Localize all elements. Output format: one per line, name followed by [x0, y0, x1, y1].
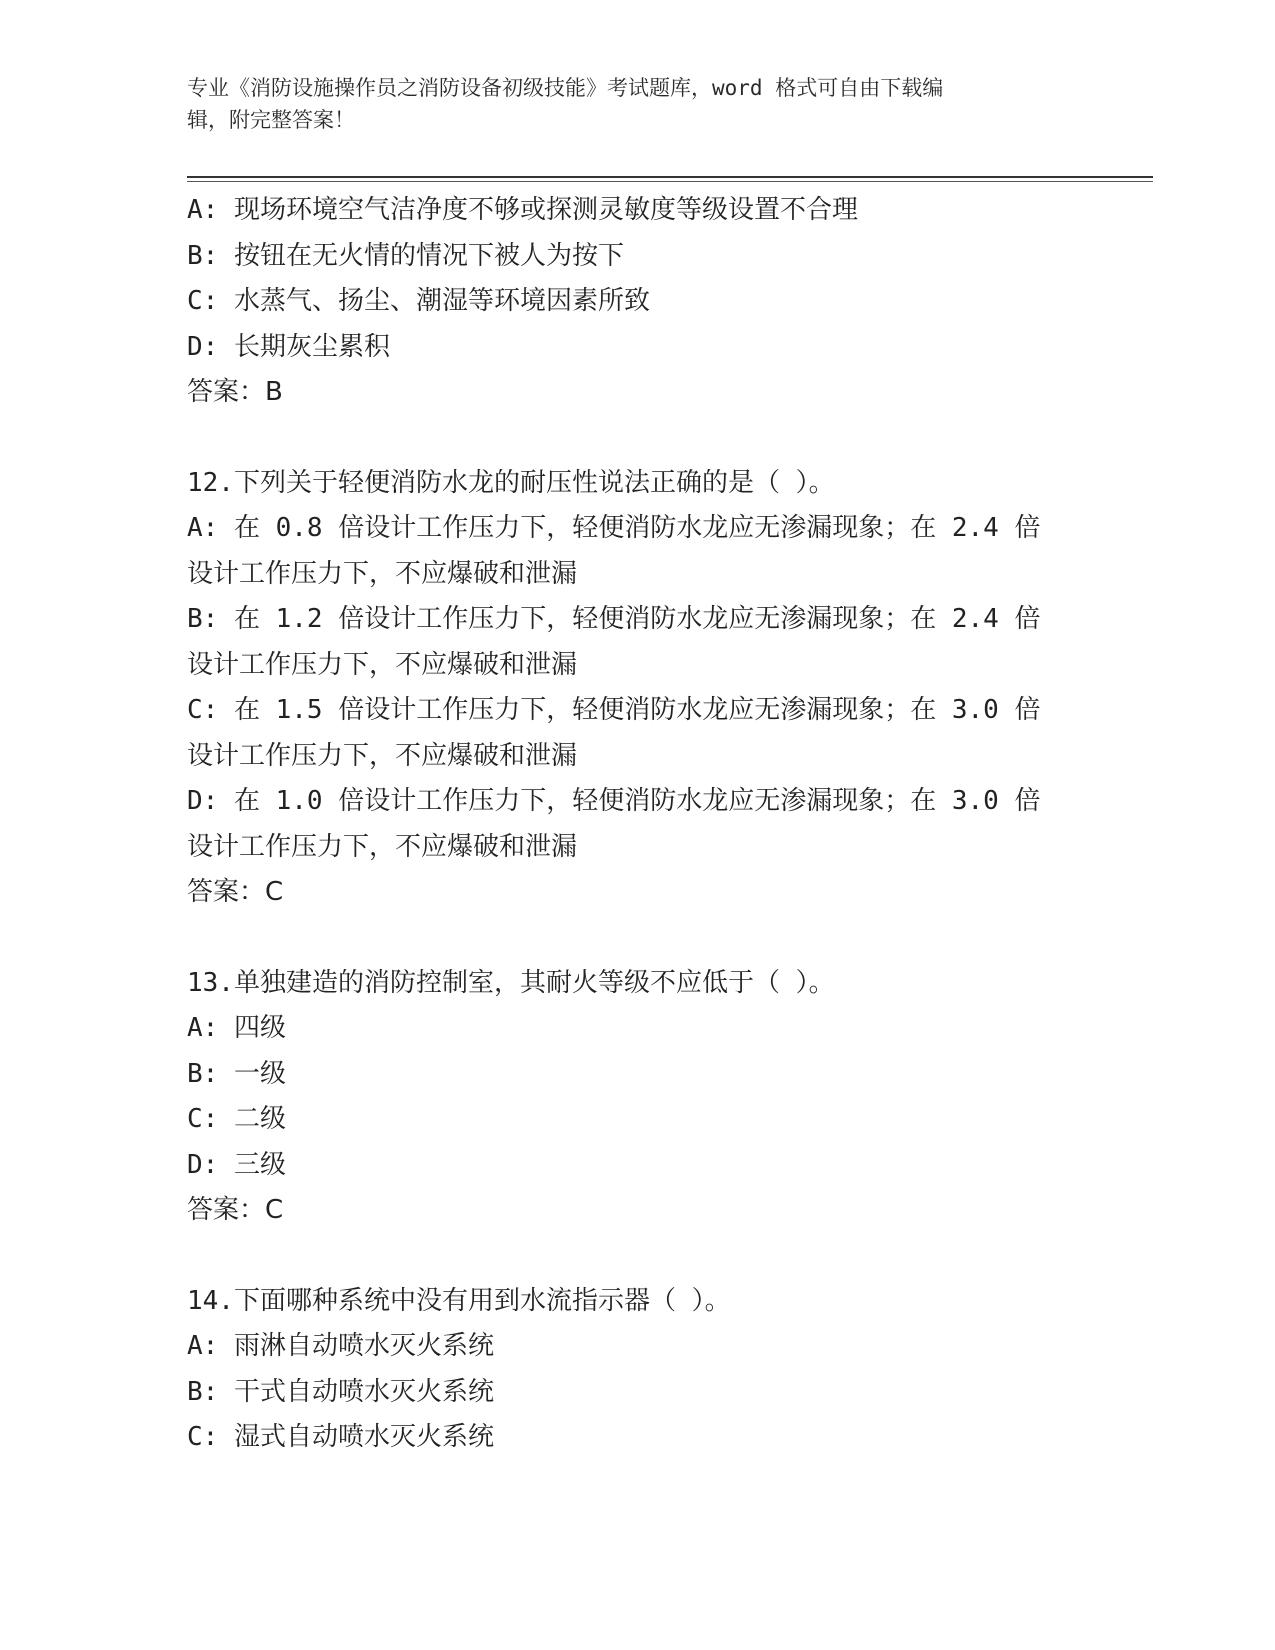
option-d: D: 长期灰尘累积 [187, 331, 390, 362]
option-b: B: 按钮在无火情的情况下被人为按下 [187, 240, 624, 271]
question-list [187, 188, 1067, 1461]
option-c: C: 湿式自动喷水灭火系统 [187, 1422, 494, 1452]
option-b: B: 一级 [187, 1058, 286, 1089]
option-d [187, 779, 1067, 870]
option-b [187, 597, 1067, 688]
option-c [187, 688, 1067, 779]
question-text: 13.单独建造的消防控制室，其耐火等级不应低于（ ）。 [187, 967, 835, 998]
answer: 答案：C [187, 1195, 284, 1225]
option-b: B: 干式自动喷水灭火系统 [187, 1376, 494, 1407]
option-a: A: 四级 [187, 1013, 286, 1043]
header-divider-thick [187, 176, 1153, 178]
option-c-line-2: 设计工作压力下，不应爆破和泄漏 [187, 740, 578, 771]
header-line-2: 辑，附完整答案！ [187, 108, 355, 132]
question-12 [187, 461, 1067, 916]
option-c: C: 二级 [187, 1104, 286, 1134]
header-divider-thin [187, 181, 1153, 182]
question-13 [187, 961, 1067, 1234]
option-d-line-1: D: 在 1.0 倍设计工作压力下，轻便消防水龙应无渗漏现象；在 3.0 倍 [187, 786, 1041, 816]
question-text: 12.下列关于轻便消防水龙的耐压性说法正确的是（ ）。 [187, 467, 835, 498]
spacer [187, 916, 1067, 961]
option-c-line-1: C: 在 1.5 倍设计工作压力下，轻便消防水龙应无渗漏现象；在 3.0 倍 [187, 695, 1041, 725]
spacer [187, 1234, 1067, 1279]
option-b-line-1: B: 在 1.2 倍设计工作压力下，轻便消防水龙应无渗漏现象；在 2.4 倍 [187, 604, 1041, 634]
option-a-line-2: 设计工作压力下，不应爆破和泄漏 [187, 558, 578, 589]
option-a-line-1: A: 在 0.8 倍设计工作压力下，轻便消防水龙应无渗漏现象；在 2.4 倍 [187, 513, 1041, 543]
option-b-line-2: 设计工作压力下，不应爆破和泄漏 [187, 649, 578, 680]
option-a [187, 506, 1067, 597]
header-line-1: 专业《消防设施操作员之消防设备初级技能》考试题库，word 格式可自由下载编 [187, 76, 944, 100]
option-d-line-2: 设计工作压力下，不应爆破和泄漏 [187, 831, 578, 862]
question-14 [187, 1279, 1067, 1461]
spacer [187, 416, 1067, 461]
option-d: D: 三级 [187, 1149, 286, 1180]
option-a: A: 雨淋自动喷水灭火系统 [187, 1331, 494, 1361]
option-a: A: 现场环境空气洁净度不够或探测灵敏度等级设置不合理 [187, 195, 858, 225]
document-header [187, 72, 1067, 136]
answer: 答案：B [187, 377, 283, 407]
question-11 [187, 188, 1067, 416]
option-c: C: 水蒸气、扬尘、潮湿等环境因素所致 [187, 286, 650, 316]
question-text: 14.下面哪种系统中没有用到水流指示器（ ）。 [187, 1285, 731, 1316]
answer: 答案：C [187, 877, 284, 907]
